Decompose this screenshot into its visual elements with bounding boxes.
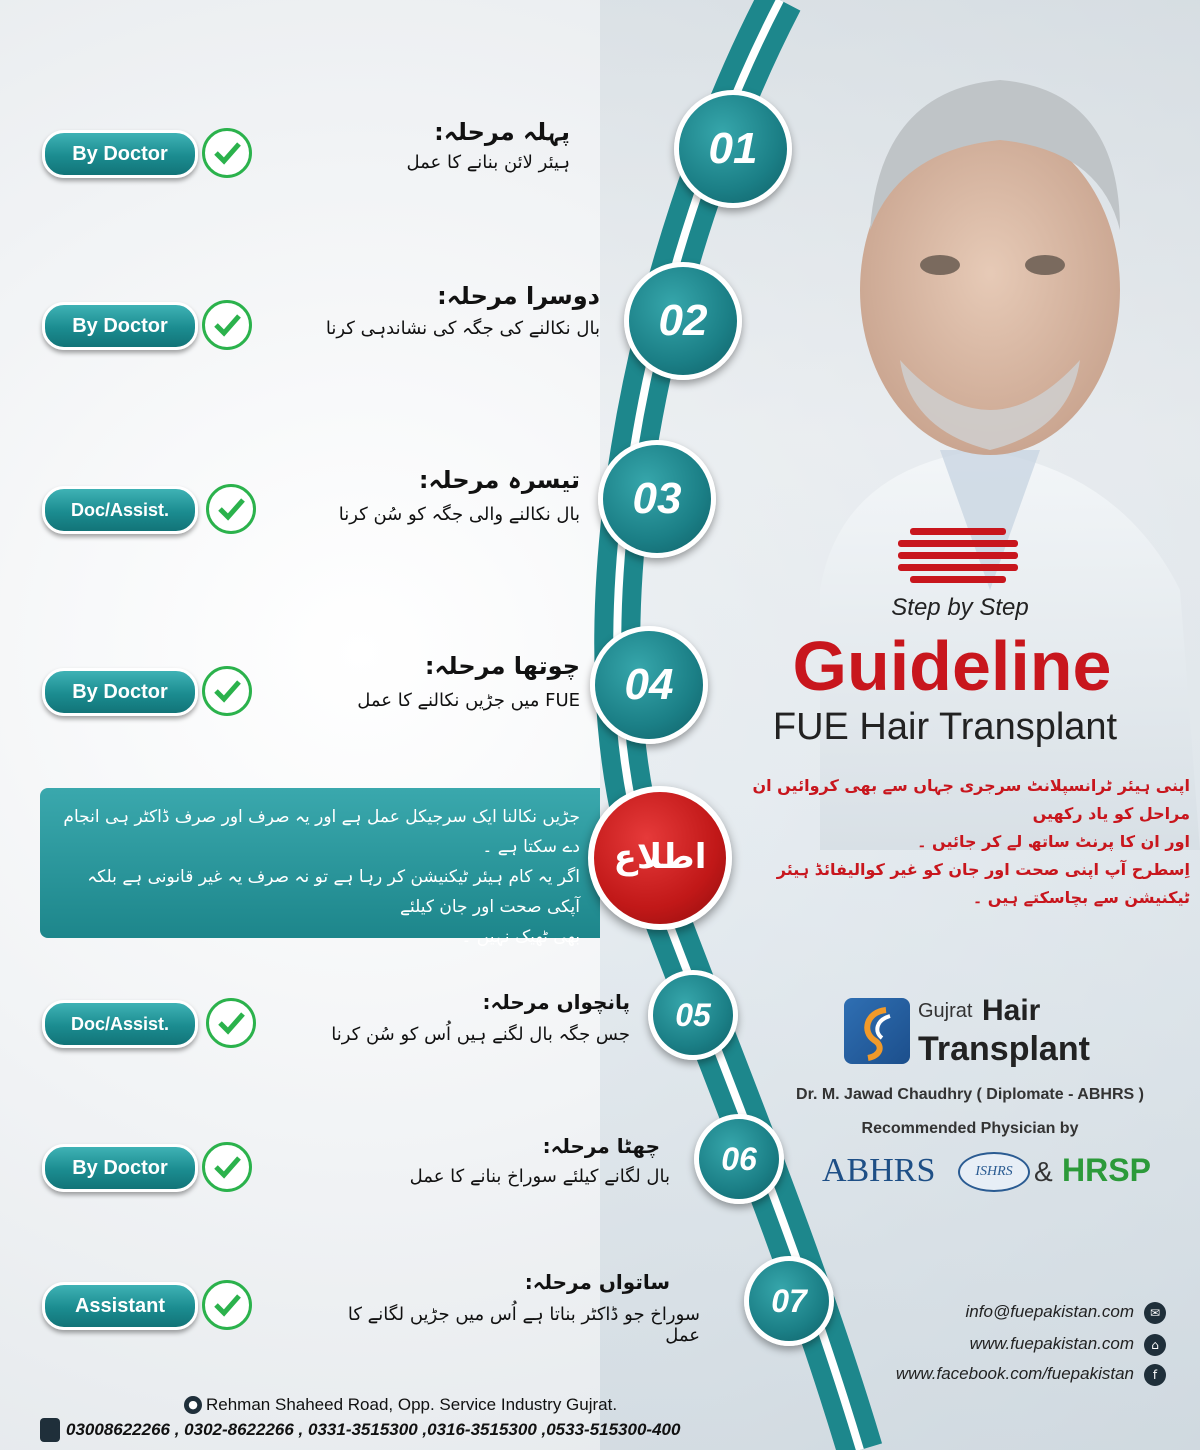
doctor-name: Dr. M. Jawad Chaudhry ( Diplomate - ABHRS ): [796, 1086, 1144, 1103]
step-5-title: پانچواں مرحلہ:: [482, 990, 630, 1014]
recommended-label: Recommended Physician by: [861, 1120, 1079, 1137]
step-4-description: FUE میں جڑیں نکالنے کا عمل: [357, 690, 580, 711]
advice-text: [720, 772, 1190, 912]
contact-email[interactable]: info@fuepakistan.com: [965, 1302, 1134, 1321]
stripes-logo-icon: [898, 528, 1018, 584]
step-6-title: چھٹا مرحلہ:: [542, 1134, 660, 1158]
step-5-role-button[interactable]: Doc/Assist.: [42, 1000, 198, 1048]
step-3-role-button[interactable]: Doc/Assist.: [42, 486, 198, 534]
step-1-role-button[interactable]: By Doctor: [42, 130, 198, 178]
notice-line-3: بھی ٹھیک نہیں ۔: [461, 927, 580, 947]
step-1-number: 01: [674, 90, 792, 208]
footer-address: Rehman Shaheed Road, Opp. Service Industry Gujrat.: [206, 1395, 618, 1414]
step-7-description: سوراخ جو ڈاکٹر بناتا ہے اُس میں جڑیں لگانے کا عمل: [347, 1304, 700, 1346]
step-5-check-icon: [206, 998, 256, 1048]
step-3-check-icon: [206, 484, 256, 534]
brand-transplant: Transplant: [918, 1030, 1090, 1068]
brand-city: Gujrat: [918, 1000, 973, 1022]
ishrs-seal-icon: ISHRS: [958, 1152, 1030, 1192]
step-1-description: ہیئر لائن بنانے کا عمل: [406, 152, 570, 173]
step-5-description: جس جگہ بال لگنے ہیں اُس کو سُن کرنا: [331, 1024, 630, 1045]
heading-kicker: Step by Step: [891, 594, 1029, 621]
step-7-title: ساتواں مرحلہ:: [524, 1270, 670, 1294]
notice-line-1: جڑیں نکالنا ایک سرجیکل عمل ہے اور یہ صرف اور صرف ڈاکٹر ہی انجام دے سکتا ہے ۔: [63, 807, 580, 857]
step-2-description: بال نکالنے کی جگہ کی نشاندہی کرنا: [325, 318, 600, 339]
notice-text: [60, 802, 580, 952]
step-4-title: چوتھا مرحلہ:: [424, 652, 580, 680]
ampersand: &: [1034, 1156, 1053, 1187]
notice-line-2: اگر یہ کام ہیئر ٹیکنیشن کر رہا ہے تو نہ صرف یہ غیر قانونی ہے بلکہ آپکی صحت اور جان کیلئے: [87, 867, 580, 917]
step-3-description: بال نکالنے والی جگہ کو سُن کرنا: [338, 504, 580, 525]
email-icon: ✉: [1144, 1302, 1166, 1324]
contact-website[interactable]: www.fuepakistan.com: [969, 1334, 1134, 1353]
abhrs-logo: ABHRS: [822, 1152, 936, 1189]
step-4-role-button[interactable]: By Doctor: [42, 668, 198, 716]
phone-icon: [40, 1418, 60, 1442]
step-4-number: 04: [590, 626, 708, 744]
home-icon: ⌂: [1144, 1334, 1166, 1356]
step-5-number: 05: [648, 970, 738, 1060]
advice-line-2: اور ان کا پرنٹ ساتھ لے کر جائیں ۔: [917, 832, 1190, 851]
brand-hair: Hair: [982, 994, 1041, 1027]
step-6-check-icon: [202, 1142, 252, 1192]
step-6-role-button[interactable]: By Doctor: [42, 1144, 198, 1192]
step-1-title: پہلہ مرحلہ:: [434, 118, 570, 146]
contact-facebook[interactable]: www.facebook.com/fuepakistan: [895, 1364, 1134, 1383]
heading-subtitle: FUE Hair Transplant: [772, 706, 1118, 748]
notice-badge: اطلاع: [588, 786, 732, 930]
step-7-number: 07: [744, 1256, 834, 1346]
step-6-description: بال لگانے کیلئے سوراخ بنانے کا عمل: [409, 1166, 670, 1187]
step-2-check-icon: [202, 300, 252, 350]
location-pin-icon: ●: [184, 1396, 202, 1414]
step-2-role-button[interactable]: By Doctor: [42, 302, 198, 350]
step-6-number: 06: [694, 1114, 784, 1204]
facebook-icon: f: [1144, 1364, 1166, 1386]
step-1-check-icon: [202, 128, 252, 178]
step-3-number: 03: [598, 440, 716, 558]
step-7-role-button[interactable]: Assistant: [42, 1282, 198, 1330]
step-2-number: 02: [624, 262, 742, 380]
footer-phones: 03008622266 , 0302-8622266 , 0331-3515300 ,0316-3515300 ,0533-515300-400: [66, 1420, 681, 1439]
heading-title: Guideline: [792, 627, 1112, 705]
step-7-check-icon: [202, 1280, 252, 1330]
step-3-title: تیسرہ مرحلہ:: [418, 466, 580, 494]
hrsp-logo: HRSP: [1062, 1152, 1151, 1188]
notice-banner: [40, 788, 600, 947]
step-2-title: دوسرا مرحلہ:: [437, 282, 600, 310]
brand-logo-icon: [844, 998, 910, 1064]
step-4-check-icon: [202, 666, 252, 716]
advice-line-1: اپنی ہیئر ٹرانسپلانٹ سرجری جہاں سے بھی کروائیں ان مراحل کو یاد رکھیں: [752, 776, 1190, 823]
advice-line-3: اِسطرح آپ اپنی صحت اور جان کو غیر کوالیفائڈ ہیئر ٹیکنیشن سے بچاسکتے ہیں ۔: [776, 860, 1190, 907]
